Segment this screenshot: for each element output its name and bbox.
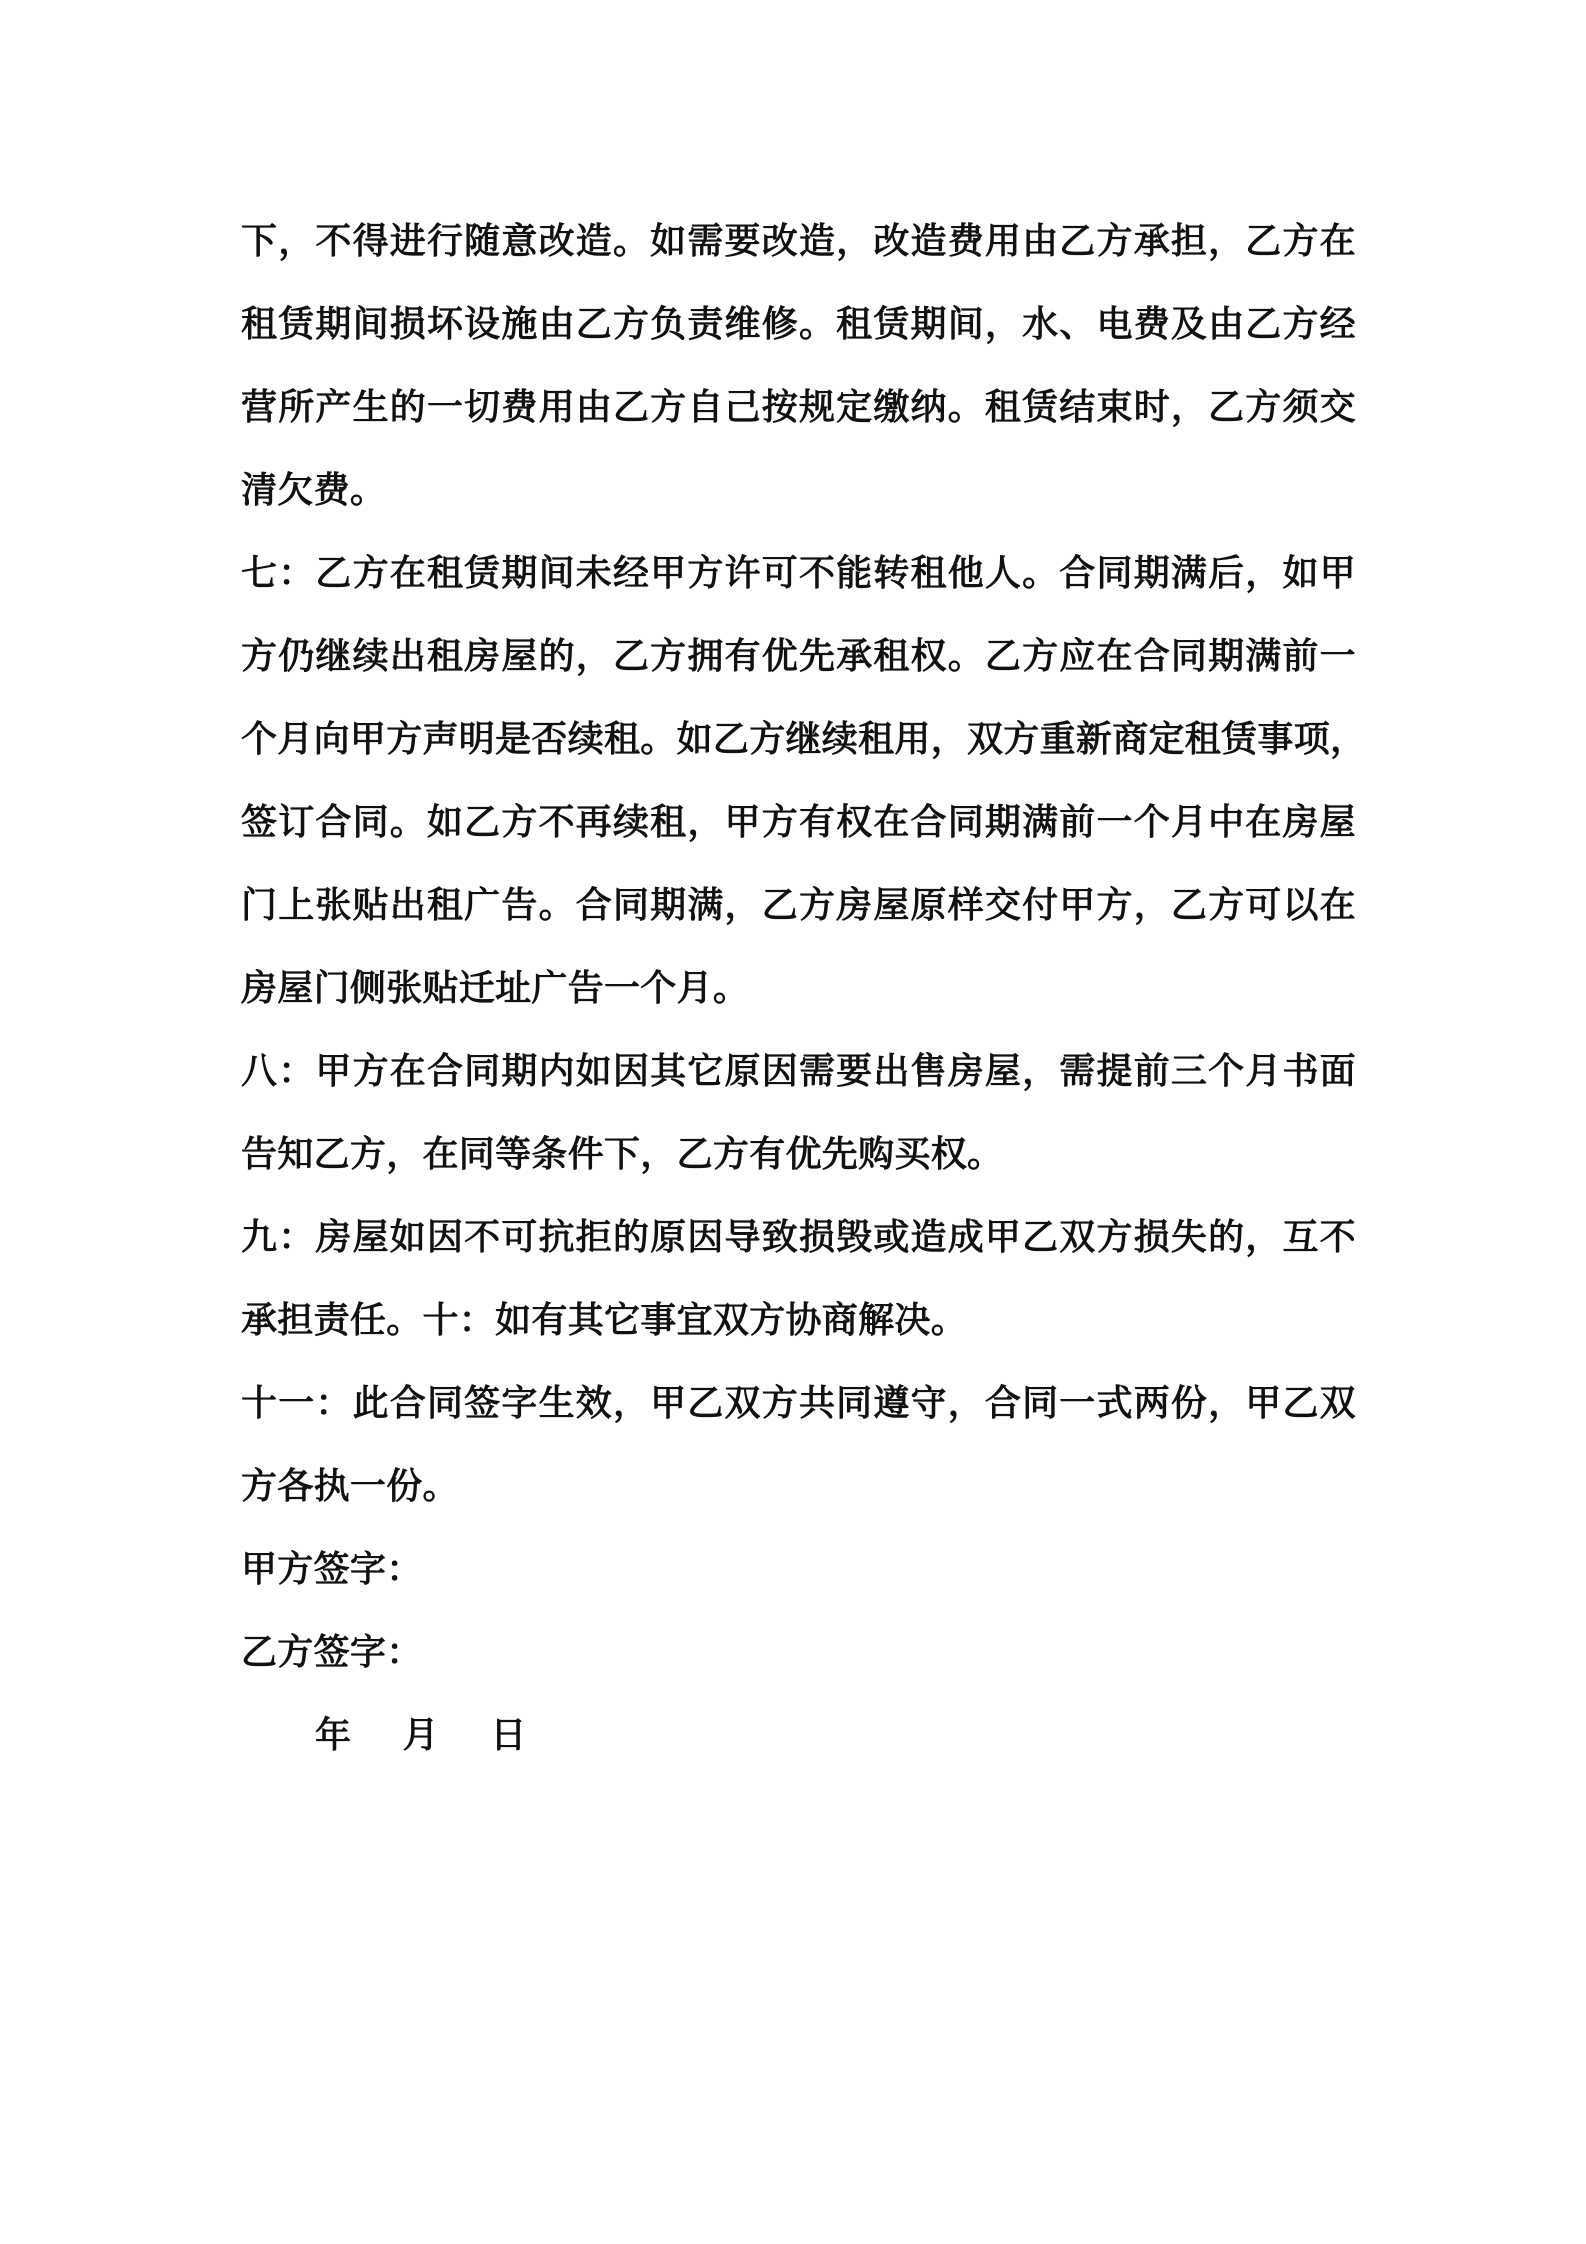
text-line: 下，不得进行随意改造。如需要改造，改造费用由乙方承担，乙方在 (241, 221, 1356, 262)
party-a-signature-label: 甲方签字： (241, 1549, 423, 1590)
text-line: 签订合同。如乙方不再续租，甲方有权在合同期满前一个月中在房屋 (241, 802, 1356, 843)
text-line: 清欠费。 (241, 470, 387, 511)
text-line: 个月向甲方声明是否续租。如乙方继续租用，双方重新商定租赁事项， (241, 719, 1367, 760)
text-line: 门上张贴出租广告。合同期满，乙方房屋原样交付甲方，乙方可以在 (241, 885, 1356, 926)
party-b-signature-label: 乙方签字： (241, 1632, 423, 1673)
text-line: 方各执一份。 (241, 1466, 459, 1507)
text-line: 承担责任。十：如有其它事宜双方协商解决。 (241, 1300, 968, 1341)
clause-eight-line: 八：甲方在合同期内如因其它原因需要出售房屋，需提前三个月书面 (241, 1051, 1356, 1092)
contract-body (241, 200, 1367, 1777)
clause-seven-line: 七：乙方在租赁期间未经甲方许可不能转租他人。合同期满后，如甲 (241, 553, 1356, 594)
date-day-label: 日 (490, 1715, 527, 1756)
text-line: 告知乙方，在同等条件下，乙方有优先购买权。 (241, 1134, 1004, 1175)
date-month-label: 月 (402, 1715, 439, 1756)
text-line: 租赁期间损坏设施由乙方负责维修。租赁期间，水、电费及由乙方经 (241, 304, 1356, 345)
signature-date (241, 1694, 1356, 1777)
clause-nine-line: 九：房屋如因不可抗拒的原因导致损毁或造成甲乙双方损失的，互不 (241, 1217, 1356, 1258)
text-line: 房屋门侧张贴迁址广告一个月。 (241, 968, 750, 1009)
text-line: 方仍继续出租房屋的，乙方拥有优先承租权。乙方应在合同期满前一 (241, 636, 1356, 677)
text-line: 营所产生的一切费用由乙方自己按规定缴纳。租赁结束时，乙方须交 (241, 387, 1356, 428)
date-year-label: 年 (315, 1715, 352, 1756)
clause-eleven-line: 十一：此合同签字生效，甲乙双方共同遵守，合同一式两份，甲乙双 (241, 1383, 1356, 1424)
